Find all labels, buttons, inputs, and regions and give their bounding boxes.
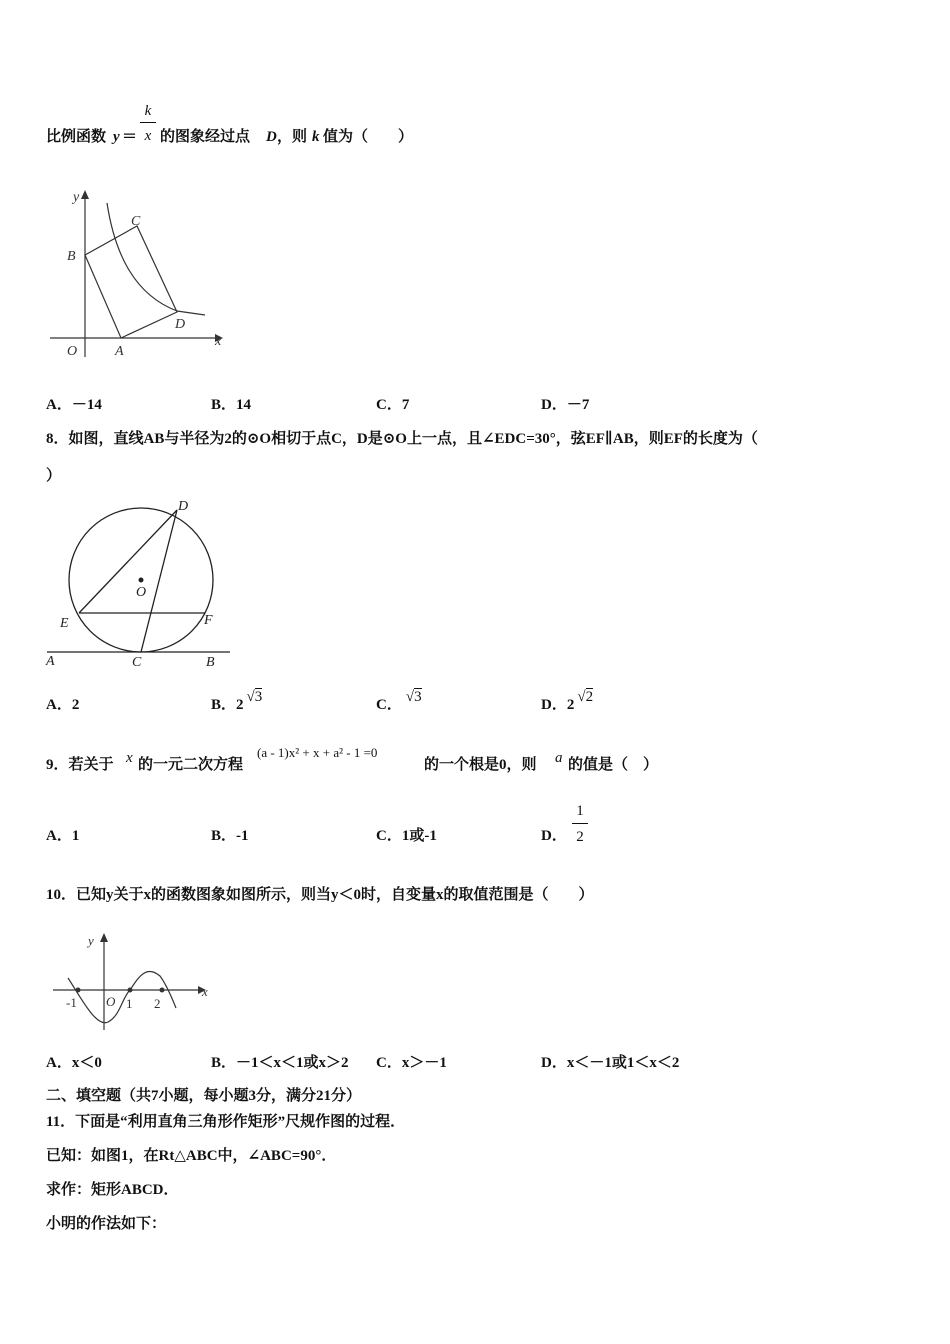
q8-option-c-prefix: C． <box>376 697 402 713</box>
q9-stem-post: 的值是（ ） <box>568 757 659 773</box>
q10-option-c[interactable]: C．x＞－1 <box>376 1055 447 1071</box>
q7-hyperbola <box>107 203 205 315</box>
q10-label-two: 2 <box>154 996 161 1011</box>
q9-d-num: 1 <box>576 803 584 819</box>
section2-heading: 二、填空题（共7小题，每小题3分，满分21分） <box>46 1088 362 1104</box>
q8-option-d[interactable] <box>541 689 594 715</box>
q10-label-x: x <box>202 984 208 999</box>
q9-stem-a: a <box>555 750 563 766</box>
q7-stem-post: 值为（ ） <box>323 129 414 145</box>
q9-option-a[interactable]: A．1 <box>46 828 80 844</box>
q8-label-o: O <box>136 585 147 600</box>
q7-label-y: y <box>73 190 80 205</box>
q7-stem-eq: ＝ <box>122 129 138 145</box>
q9-option-c[interactable]: C．1或-1 <box>376 828 437 844</box>
q7-label-o: O <box>67 344 78 359</box>
q7-stem-pre: 比例函数 <box>46 129 107 145</box>
q10-point-one <box>128 988 133 993</box>
q9-equation: (a - 1)x² + x + a² - 1 =0 <box>257 745 378 760</box>
q9-stem-mid2: 的一个根是0，则 <box>424 757 537 773</box>
q7-stem-mid: 的图象经过点 <box>160 129 251 145</box>
q8-option-b-radicand: 3 <box>254 689 263 705</box>
q8-segment-dc <box>141 510 177 652</box>
q11-known: 已知：如图1，在Rt△ABC中，∠ABC=90°． <box>46 1148 337 1164</box>
q10-stem: 10．已知y关于x的函数图象如图所示，则当y＜0时，自变量x的取值范围是（ ） <box>46 887 594 903</box>
q8-center-dot <box>139 578 144 583</box>
q7-stem-d: D <box>266 129 277 145</box>
q7-option-b[interactable]: B．14 <box>211 397 252 413</box>
q10-figure <box>48 928 218 1038</box>
q8-stem-line2: ） <box>46 468 62 484</box>
q10-label-o: O <box>106 994 116 1009</box>
sqrt-icon: √ <box>577 689 586 705</box>
q10-option-a[interactable]: A．x＜0 <box>46 1055 102 1071</box>
q7-label-x: x <box>215 334 222 349</box>
q10-option-d[interactable]: D．x＜－1或1＜x＜2 <box>541 1055 680 1071</box>
q7-label-a: A <box>115 344 124 359</box>
q10-label-m1: -1 <box>66 995 77 1010</box>
sqrt-icon: √ <box>405 689 415 705</box>
q7-y-arrow <box>81 190 89 199</box>
q7-option-a[interactable]: A．－14 <box>46 397 102 413</box>
q9-option-d[interactable]: D． <box>541 828 567 844</box>
q8-label-d: D <box>178 499 189 514</box>
q10-y-arrow <box>100 933 108 942</box>
q8-option-d-radicand: 2 <box>585 689 594 705</box>
q7-stem-mid2: ，则 <box>277 129 308 145</box>
q10-point-two <box>160 988 165 993</box>
q10-option-b[interactable]: B．－1＜x＜1或x＞2 <box>211 1055 349 1071</box>
q8-option-c[interactable] <box>376 689 422 715</box>
q7-frac-num: k <box>144 103 152 119</box>
q10-label-y: y <box>88 933 94 948</box>
q8-label-c: C <box>132 655 142 670</box>
q7-label-c: C <box>131 214 141 229</box>
q8-label-f: F <box>204 613 213 628</box>
q7-rectangle <box>85 226 177 338</box>
q11-stem: 11．下面是“利用直角三角形作矩形”尺规作图的过程． <box>46 1114 406 1130</box>
q8-option-c-radicand: 3 <box>414 689 422 705</box>
q7-label-d: D <box>175 317 186 332</box>
q8-stem-line1: 8．如图，直线AB与半径为2的⊙O相切于点C，D是⊙O上一点，且∠EDC=30°，弦EF∥AB，则EF的长度为（ <box>46 431 758 447</box>
q8-option-b[interactable] <box>211 689 263 715</box>
q7-stem-y: y <box>113 129 120 145</box>
q8-figure <box>42 496 242 674</box>
sqrt-icon: √ <box>246 689 255 705</box>
q9-stem-x: x <box>126 750 133 766</box>
q8-option-a[interactable]: A．2 <box>46 697 80 713</box>
q11-method: 小明的作法如下： <box>46 1216 167 1232</box>
q8-label-b: B <box>206 655 215 670</box>
q8-label-a: A <box>46 654 55 669</box>
q9-stem-mid: 的一元二次方程 <box>138 757 244 773</box>
q11-task: 求作：矩形ABCD． <box>46 1182 179 1198</box>
q7-option-c[interactable]: C．7 <box>376 397 410 413</box>
q7-frac-den: x <box>144 128 152 144</box>
q10-point-m1 <box>76 988 81 993</box>
q8-label-e: E <box>60 616 69 631</box>
q9-stem-pre: 9．若关于 <box>46 757 114 773</box>
q9-d-bar <box>572 823 588 824</box>
q9-d-den: 2 <box>576 829 584 845</box>
q7-frac-bar <box>140 122 156 123</box>
q7-stem-k: k <box>312 129 320 145</box>
q8-option-d-prefix: D．2 <box>541 697 575 713</box>
q7-figure <box>45 185 235 365</box>
q7-label-b: B <box>67 249 76 264</box>
q8-option-b-prefix: B．2 <box>211 697 244 713</box>
q10-label-one: 1 <box>126 996 133 1011</box>
q9-option-b[interactable]: B．-1 <box>211 828 249 844</box>
q7-option-d[interactable]: D．－7 <box>541 397 590 413</box>
